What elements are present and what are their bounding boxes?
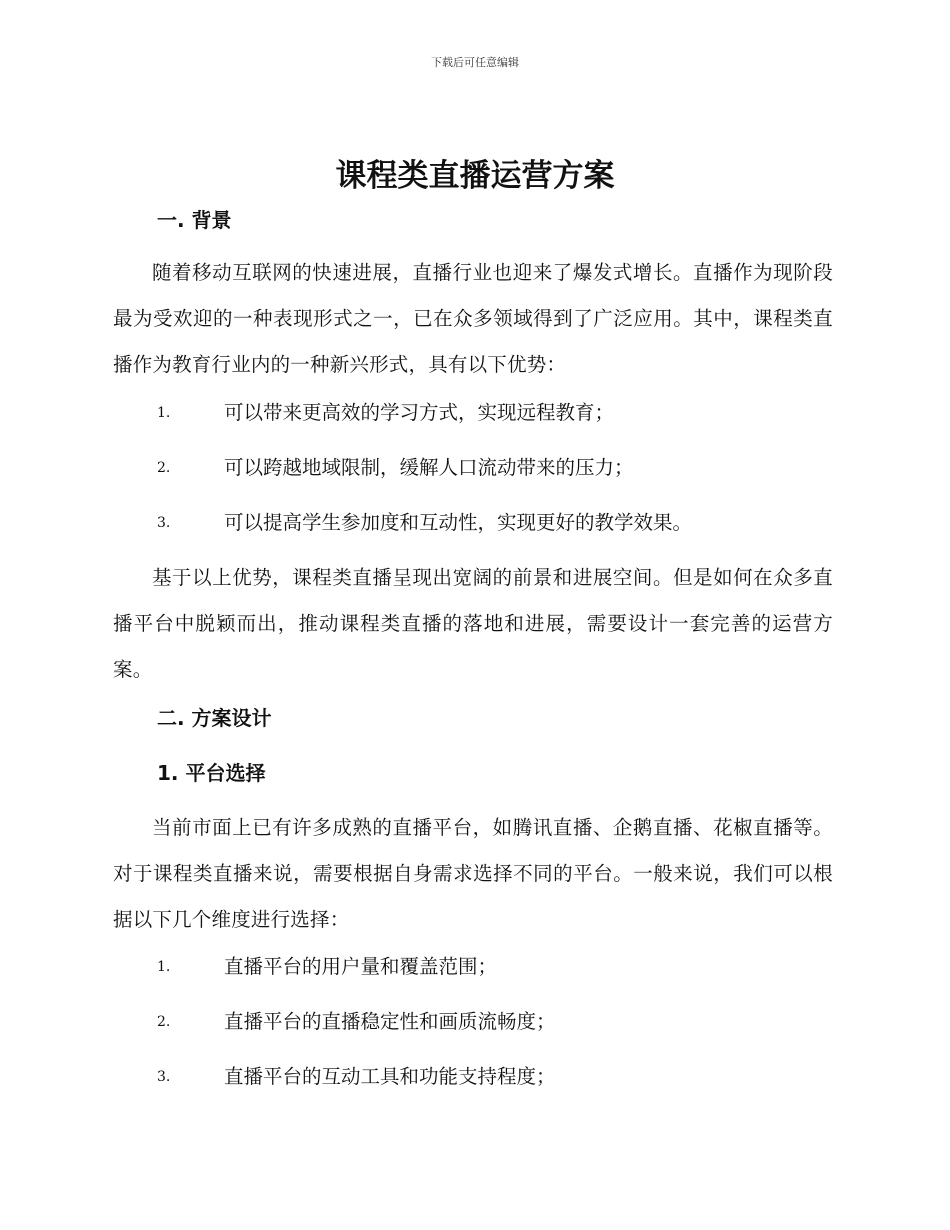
list-number: 3. [157,1069,171,1085]
subsection-heading-platform: 1. 平台选择 [157,761,266,785]
list-text: 可以提高学生参加度和互动性，实现更好的教学效果。 [224,511,693,534]
list-text: 直播平台的用户量和覆盖范围； [224,955,498,978]
section-heading-design: 二. 方案设计 [157,706,272,730]
list-text: 直播平台的互动工具和功能支持程度； [224,1065,556,1088]
section-heading-background: 一. 背景 [157,208,232,232]
list-item [157,1007,837,1037]
list-text: 可以跨越地域限制，缓解人口流动带来的压力； [224,456,634,479]
background-paragraph-2: 基于以上优势，课程类直播呈现出宽阔的前景和进展空间。但是如何在众多直播平台中脱颖而出，推动课程类直播的落地和进展，需要设计一套完善的运营方案。 [113,566,833,681]
background-paragraph-1: 随着移动互联网的快速进展，直播行业也迎来了爆发式增长。直播作为现阶段最为受欢迎的一种表现形式之一，已在众多领域得到了广泛应用。其中，课程类直播作为教育行业内的一种新兴形式，具有以下优势： [113,261,833,376]
document-title: 课程类直播运营方案 [335,158,615,194]
list-number: 2. [157,460,171,476]
list-item [157,398,837,428]
list-number: 3. [157,515,171,531]
list-item [157,453,837,483]
platform-paragraph: 当前市面上已有许多成熟的直播平台，如腾讯直播、企鹅直播、花椒直播等。对于课程类直播来说，需要根据自身需求选择不同的平台。一般来说，我们可以根据以下几个维度进行选择： [113,816,833,931]
list-text: 可以带来更高效的学习方式，实现远程教育； [224,401,615,424]
list-number: 1. [157,405,171,421]
page-header-note: 下载后可任意编辑 [431,56,519,69]
list-number: 1. [157,959,171,975]
list-item [157,508,837,538]
list-number: 2. [157,1014,171,1030]
list-item [157,1062,837,1092]
list-item [157,952,837,982]
list-text: 直播平台的直播稳定性和画质流畅度； [224,1010,556,1033]
